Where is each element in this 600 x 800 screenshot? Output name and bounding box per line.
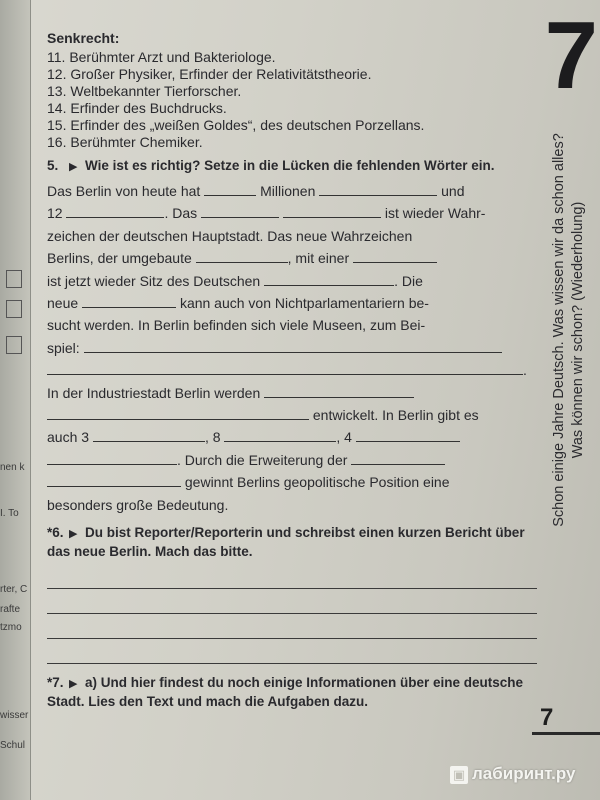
cloze-text: Berlins, der umgebaute	[47, 250, 192, 267]
task-number: *7.	[47, 675, 64, 691]
main-content	[47, 30, 537, 710]
cloze-text: sucht werden. In Berlin befinden sich viele Museen, zum Bei-	[47, 317, 426, 334]
cloze-text: 12	[47, 205, 63, 222]
edge-fragment: nen k	[0, 462, 25, 473]
list-item: 15. Erfinder des „weißen Goldes“, des deutschen Porzellans.	[47, 117, 425, 133]
cloze-text: kann auch von Nichtparlamentariern be-	[179, 295, 429, 312]
play-arrow-icon: ▶	[69, 161, 78, 173]
list-item: 16. Berühmter Chemiker.	[47, 134, 203, 150]
watermark	[450, 764, 575, 784]
blank-field[interactable]	[264, 385, 414, 398]
task-instruction: a) Und hier findest du noch einige Informationen über eine deutsche Stadt. Lies den Text und mach die Aufgaben dazu.	[47, 675, 524, 710]
blank-field[interactable]	[351, 452, 445, 465]
cloze-text: ist jetzt wieder Sitz des Deutschen	[47, 272, 261, 289]
cloze-text: . Das	[164, 205, 198, 222]
blank-field[interactable]	[319, 183, 437, 196]
senkrecht-list	[47, 49, 537, 151]
blank-field[interactable]	[204, 183, 256, 196]
writing-area	[47, 564, 537, 664]
grid-cell	[6, 300, 22, 318]
grid-cell	[6, 336, 22, 354]
chapter-title-line: Schon einige Jahre Deutsch. Was wissen wir da schon alles?	[551, 133, 567, 527]
blank-field[interactable]	[82, 295, 176, 308]
list-item: 11. Berühmter Arzt und Bakteriologe.	[47, 49, 276, 65]
list-item: 13. Weltbekannter Tierforscher.	[47, 83, 242, 99]
watermark-text: лабиринт.ру	[472, 764, 576, 783]
blank-field[interactable]	[224, 429, 336, 442]
cloze-text: , 8	[204, 429, 221, 446]
cloze-text: und	[441, 183, 465, 199]
grid-cell	[6, 270, 22, 288]
chapter-title-line: Was können wir schon? (Wiederholung)	[570, 201, 586, 459]
cloze-text: neue	[47, 295, 79, 312]
blank-field[interactable]	[283, 205, 381, 218]
blank-field[interactable]	[93, 429, 205, 442]
play-arrow-icon: ▶	[69, 678, 78, 691]
blank-field[interactable]	[47, 452, 177, 465]
task-6-title	[47, 524, 537, 560]
cloze-text: entwickelt. In Berlin gibt es	[312, 407, 479, 424]
blank-field[interactable]	[84, 340, 502, 353]
edge-fragment: tzmo	[0, 622, 22, 633]
cloze-text: , mit einer	[287, 250, 350, 267]
play-arrow-icon: ▶	[69, 528, 78, 541]
task-5-cloze-text	[47, 180, 537, 516]
cloze-text: ist wieder Wahr-	[384, 205, 486, 222]
senkrecht-heading: Senkrecht:	[47, 30, 120, 46]
blank-field[interactable]	[47, 407, 309, 420]
task-number: *6.	[47, 525, 64, 541]
page-number-rule	[532, 732, 600, 735]
list-item: 12. Großer Physiker, Erfinder der Relativitätstheorie.	[47, 66, 372, 82]
blank-field[interactable]	[47, 474, 181, 487]
task-instruction: Du bist Reporter/Reporterin und schreibst einen kurzen Bericht über das neue Berlin. Mach das bitte.	[47, 525, 525, 560]
task-5-title	[47, 157, 537, 176]
edge-fragment: wisser	[0, 710, 29, 721]
blank-field[interactable]	[264, 273, 394, 286]
chapter-title-vertical	[542, 90, 596, 570]
labirint-logo-icon: ▣	[450, 766, 468, 784]
cloze-text: . Die	[394, 272, 423, 289]
cloze-text: Millionen	[260, 183, 316, 199]
cloze-text: zeichen der deutschen Hauptstadt. Das neue Wahrzeichen	[47, 227, 413, 244]
writing-line[interactable]	[47, 589, 537, 614]
blank-field[interactable]	[66, 205, 164, 218]
blank-field[interactable]	[353, 250, 437, 263]
blank-field[interactable]	[196, 250, 288, 263]
blank-field[interactable]	[201, 205, 279, 218]
chapter-side-column	[542, 0, 600, 800]
cloze-text: . Durch die Erweiterung der	[177, 451, 348, 468]
cloze-text: besonders große Bedeutung.	[47, 496, 229, 513]
task-7-title	[47, 674, 537, 710]
cloze-text: .	[523, 362, 527, 379]
cloze-text: spiel:	[47, 339, 80, 356]
task-instruction: Wie ist es richtig? Setze in die Lücken die fehlenden Wörter ein.	[85, 158, 495, 173]
writing-line[interactable]	[47, 614, 537, 639]
cloze-text: gewinnt Berlins geopolitische Position eine	[184, 474, 450, 491]
edge-fragment: rafte	[0, 604, 21, 615]
writing-line[interactable]	[47, 564, 537, 589]
edge-fragment: I. To	[0, 508, 19, 519]
blank-field[interactable]	[47, 362, 523, 375]
cloze-text: , 4	[336, 429, 352, 446]
list-item: 14. Erfinder des Buchdrucks.	[47, 100, 227, 116]
chapter-number: 7	[544, 2, 598, 109]
writing-line[interactable]	[47, 639, 537, 664]
edge-fragment: rter, C	[0, 584, 28, 595]
cloze-text: auch 3	[47, 429, 90, 446]
blank-field[interactable]	[356, 429, 460, 442]
task-number: 5.	[47, 158, 59, 173]
cloze-text: Das Berlin von heute hat	[47, 183, 201, 199]
previous-page-edge	[0, 0, 31, 800]
edge-fragment: Schul	[0, 740, 26, 751]
cloze-text: In der Industriestadt Berlin werden	[47, 384, 261, 401]
page-number: 7	[540, 704, 554, 731]
